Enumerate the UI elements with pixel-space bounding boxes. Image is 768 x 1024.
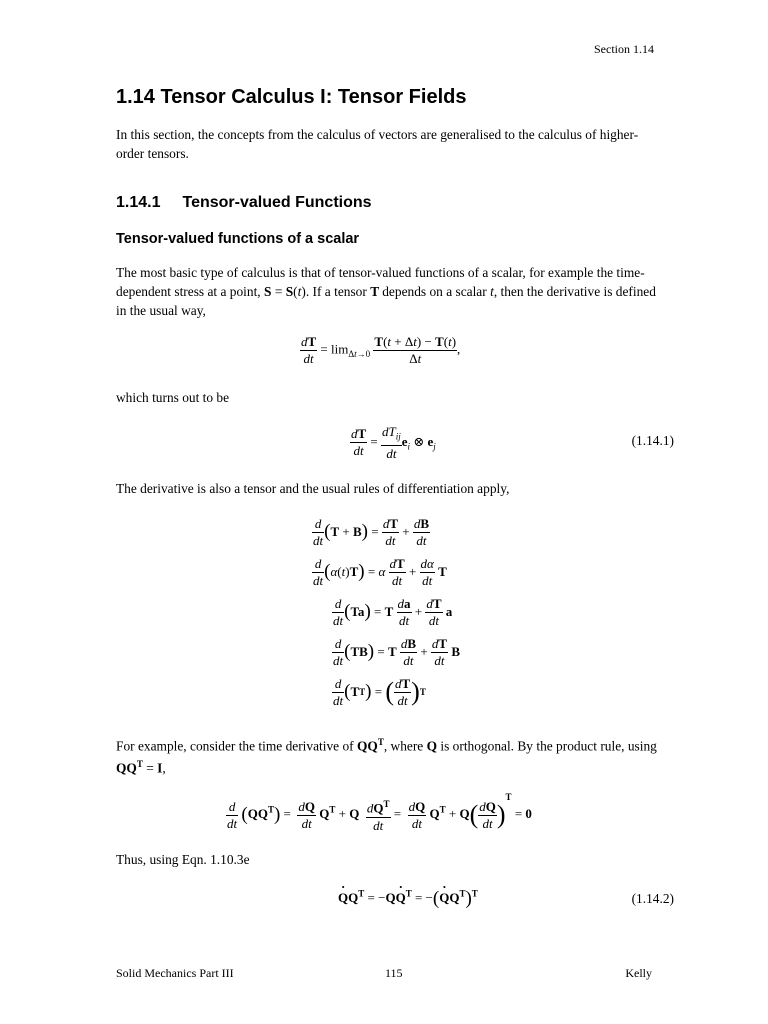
equation-limit-definition: $\frac{dT}{dt}$ = $\lim_{\Delta t\to 0}$ $\frac{T(t + \Delta t) - T(t)}{\Delta t}$ , (301, 334, 461, 366)
equation-product-rule: $\frac{d}{dt}$ $(QQ^T)$ = $\frac{dQ}{dt}$ $Q^T + Q$ $\frac{dQ^T}{dt}$ = $\frac{dQ}{dt}$ $Q^T + Q$( $\frac{dQ}{dt}$ )$^T$ = 0 (227, 792, 532, 833)
thus-text: Thus, using Eqn. 1.10.3e (116, 852, 250, 867)
subsubsection-heading: Tensor-valued functions of a scalar (116, 231, 360, 247)
subsection-title: Tensor-valued Functions (182, 194, 372, 211)
rule-transpose: $\frac{d}{dt}$ ( T T ) = ( $\frac{dT}{dt}$ ) T (333, 675, 426, 708)
equation-1-14-1: $\frac{dT}{dt}$ = $\frac{dT_{ij}}{dt}$ $e_i$ ⊗ $e_j$ (351, 424, 436, 461)
page-title: 1.14 Tensor Calculus I: Tensor Fields (116, 86, 467, 108)
equation-number-2: (1.14.2) (631, 891, 674, 906)
footer-author: Kelly (625, 966, 652, 980)
paragraph-rules: The derivative is also a tensor and the usual rules of differentiation apply, (116, 481, 510, 496)
differentiation-rules (312, 512, 460, 712)
rule-tensor-product: $\frac{d}{dt}$ ( TB ) = T $\frac{dB}{dt}$ + $\frac{dT}{dt}$ B (333, 635, 460, 668)
subsection-number: 1.14.1 (116, 194, 161, 211)
running-header: Section 1.14 (594, 42, 654, 56)
which-turns-out-text: which turns out to be (116, 390, 230, 405)
footer-page-number: 115 (385, 966, 403, 980)
subsection-heading (116, 194, 372, 212)
footer-course: Solid Mechanics Part III (116, 966, 234, 980)
equation-1-14-2: · $QQ^T = -Q\cdot Q^T$ = −(· $QQ^T)^T$ (338, 888, 478, 910)
rule-scalar-product: $\frac{d}{dt}$ ( α ( t ) T ) = α $\frac{dT}{dt}$ + $\frac{d\alpha}{dt}$ T (313, 555, 447, 588)
paragraph-orthogonal-example: For example, consider the time derivative of $QQ^T$, where Q is orthogonal. By the product rule, using $QQ^T = I$, (116, 737, 657, 776)
paragraph-derivative-definition: The most basic type of calculus is that of tensor-valued functions of a scalar, for example the time-dependent stress at a point, S = S(t). If a tensor T depends on a scalar t, then the derivative is defined in the usual way, (116, 265, 656, 318)
equation-number-1: (1.14.1) (631, 433, 674, 448)
rule-sum: $\frac{d}{dt}$ ( T + B ) = $\frac{dT}{dt}$ + $\frac{dB}{dt}$ (313, 515, 429, 548)
inline-tensor-symbol: T (370, 284, 383, 299)
rule-tensor-vector: $\frac{d}{dt}$ ( Ta ) = T $\frac{da}{dt}$ + $\frac{dT}{dt}$ a (333, 595, 453, 628)
intro-paragraph: In this section, the concepts from the calculus of vectors are generalised to the calculus of higher-order tensors. (116, 127, 639, 161)
